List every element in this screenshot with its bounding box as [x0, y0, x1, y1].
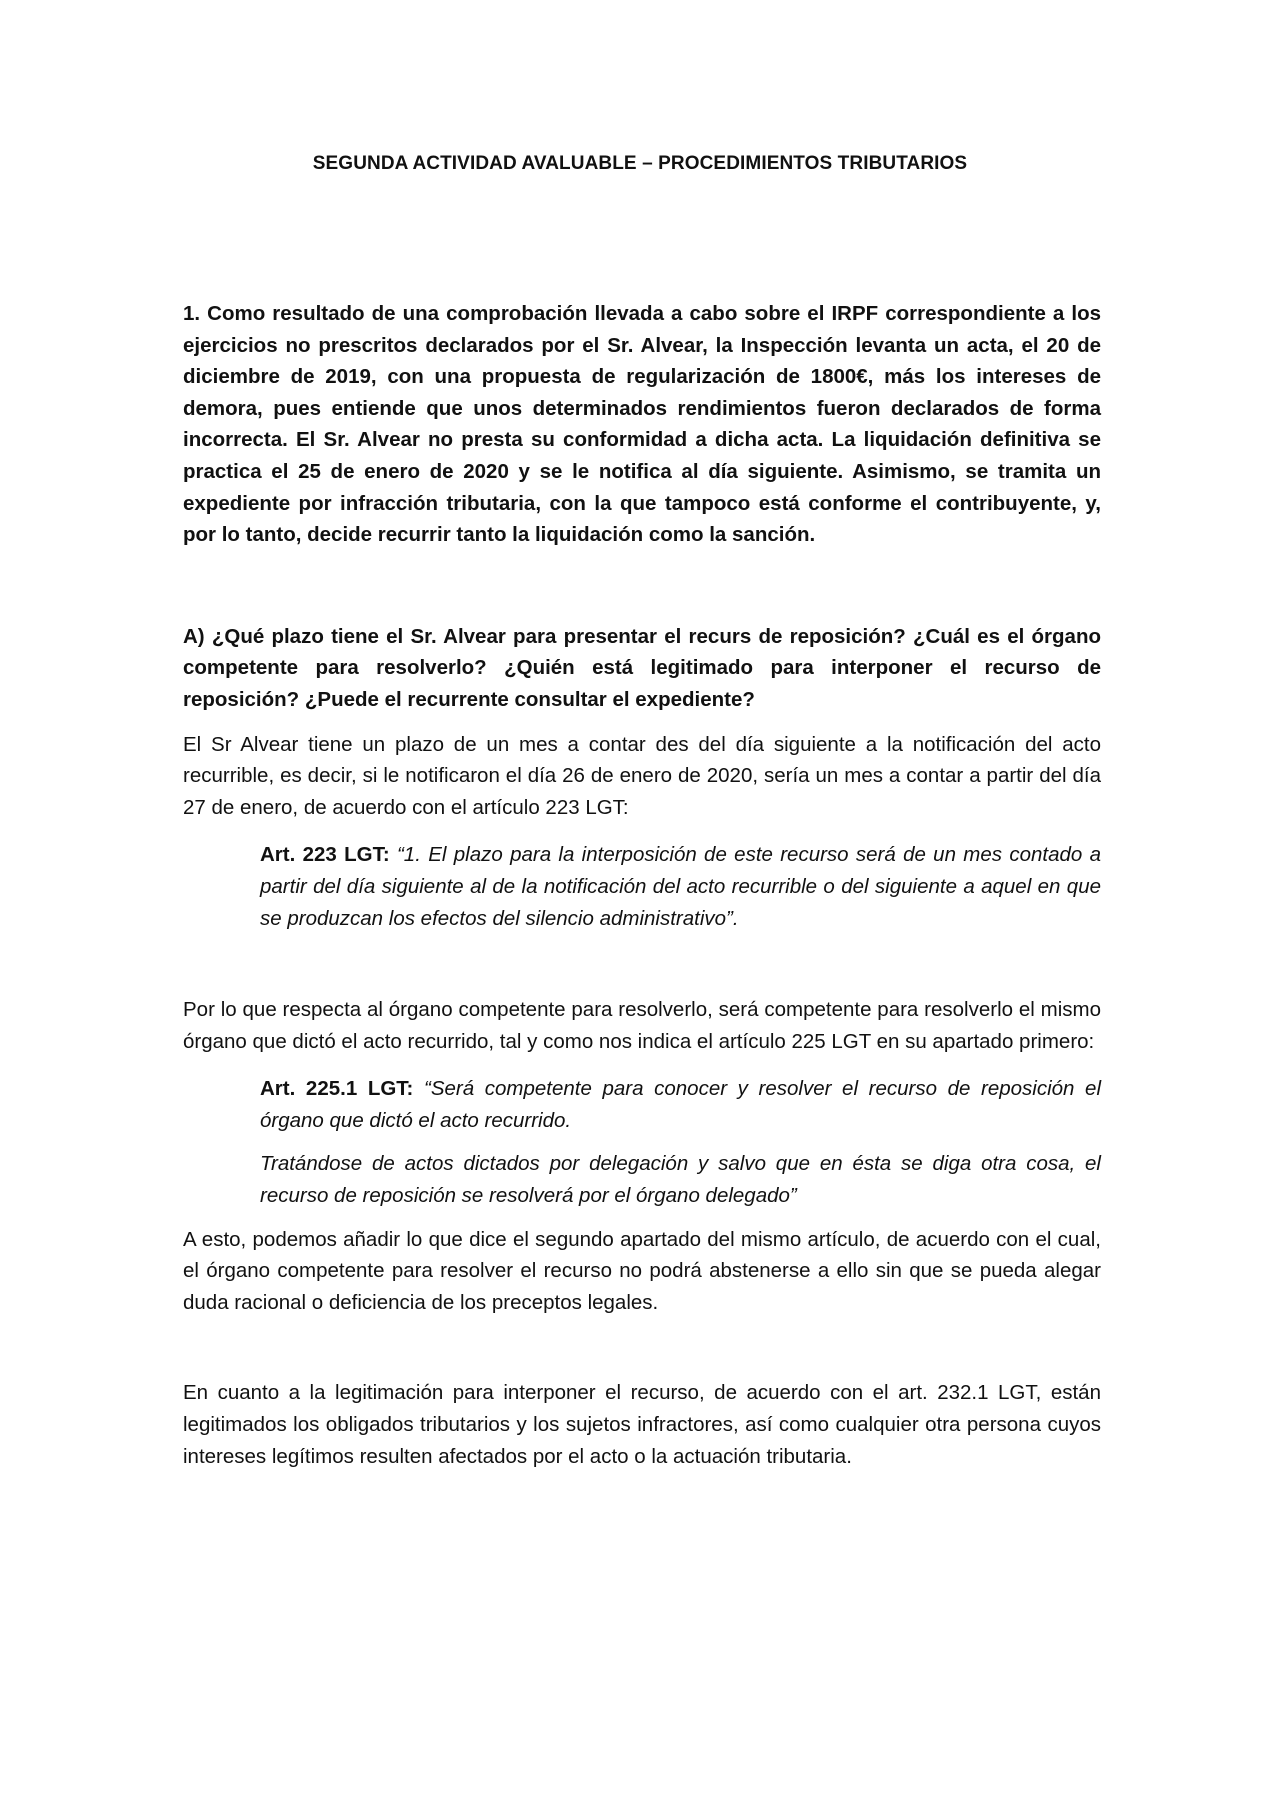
quote-art-225 — [260, 1073, 1101, 1136]
answer-plazo: El Sr Alvear tiene un plazo de un mes a contar des del día siguiente a la notificación del acto recurrible, es decir, si le notificaron el día 26 de enero de 2020, sería un mes a contar a partir del día 27 de enero, de acuerdo con el artículo 223 LGT: — [183, 732, 1101, 819]
answer-organo: Por lo que respecta al órgano competente para resolverlo, será competente para resolverlo el mismo órgano que dictó el acto recurrido, tal y como nos indica el artículo 225 LGT en su apartado primero: — [183, 998, 1101, 1053]
quote-art-225-text: “Será competente para conocer y resolver el recurso de reposición el órgano que dictó el acto recurrido. — [260, 1077, 1102, 1132]
quote-art-223 — [260, 839, 1101, 934]
quote-art-223-text: “1. El plazo para la interposición de este recurso será de un mes contado a partir del día siguiente al de la notificación del acto recurrible o del siguiente a aquel en que se produzcan los efectos del silencio administrativo”. — [260, 843, 1101, 930]
document-body — [183, 298, 1101, 1472]
document-title: SEGUNDA ACTIVIDAD AVALUABLE – PROCEDIMIENTOS TRIBUTARIOS — [312, 153, 968, 174]
question-a: A) ¿Qué plazo tiene el Sr. Alvear para presentar el recurs de reposición? ¿Cuál es el órgano competente para resolverlo? ¿Quién está legitimado para interponer el recurso de reposición? ¿Puede el recurrente consultar el expediente? — [183, 624, 1101, 711]
quote-art-223-lead: Art. 223 LGT: — [260, 843, 390, 867]
answer-organo-2: A esto, podemos añadir lo que dice el segundo apartado del mismo artículo, de acuerdo con el cual, el órgano competente para resolver el recurso no podrá abstenerse a ello sin que se pueda alegar duda racional o deficiencia de los preceptos legales. — [183, 1227, 1101, 1314]
answer-legitimacion: En cuanto a la legitimación para interponer el recurso, de acuerdo con el art. 232.1 LGT, están legitimados los obligados tributarios y los sujetos infractores, así como cualquier otra persona cuyos intereses legítimos resulten afectados por el acto o la actuación tributaria. — [183, 1381, 1101, 1468]
quote-art-225-paragraph-2: Tratándose de actos dictados por delegación y salvo que en ésta se diga otra cosa, el recurso de reposición se resolverá por el órgano delegado” — [260, 1152, 1101, 1208]
quote-art-225-lead: Art. 225.1 LGT: — [260, 1077, 414, 1101]
question-1: 1. Como resultado de una comprobación llevada a cabo sobre el IRPF correspondiente a los ejercicios no prescritos declarados por el Sr. Alvear, la Inspección levanta un acta, el 20 de diciembre de 2019, con una propuesta de regularización de 1800€, más los intereses de demora, pues entiende que unos determinados rendimientos fueron declarados de forma incorrecta. El Sr. Alvear no presta su conformidad a dicha acta. La liquidación definitiva se practica el 25 de enero de 2020 y se le notifica al día siguiente. Asimismo, se tramita un expediente por infracción tributaria, con la que tampoco está conforme el contribuyente, y, por lo tanto, decide recurrir tanto la liquidación como la sanción. — [183, 302, 1101, 547]
